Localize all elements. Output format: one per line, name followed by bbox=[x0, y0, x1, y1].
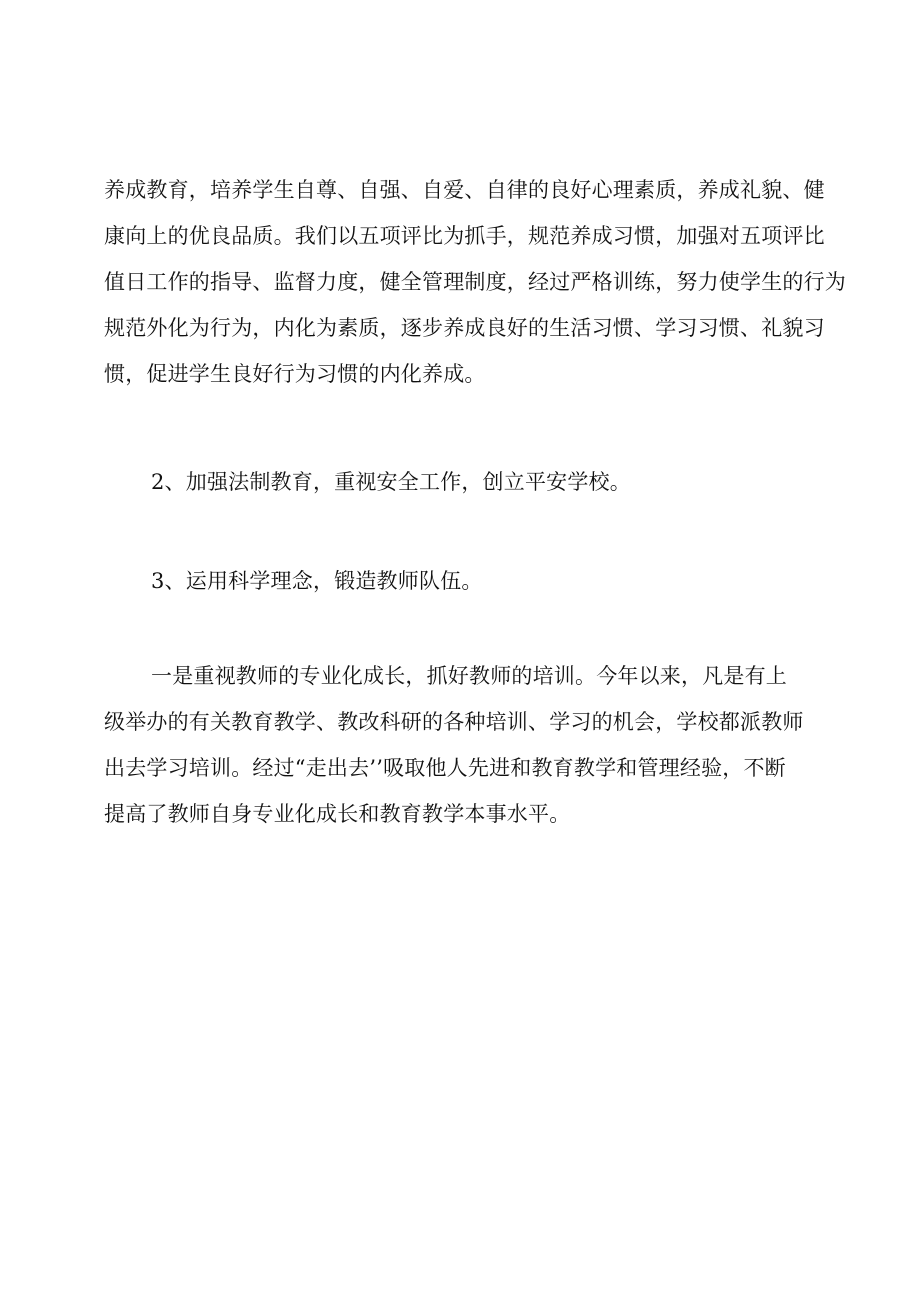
heading-3: 3、运用科学理念，锻造教师队伍。 bbox=[151, 569, 483, 593]
paragraph1-line-4: 规范外化为行为，内化为素质，逐步养成良好的生活习惯、学习习惯、礼貌习 bbox=[104, 316, 825, 340]
paragraph1-line-5: 惯，促进学生良好行为习惯的内化养成。 bbox=[104, 362, 486, 386]
paragraph4-line-2: 级举办的有关教育教学、教改科研的各种培训、学习的机会，学校都派教师 bbox=[104, 710, 804, 734]
paragraph1-line-3: 值日工作的指导、监督力度，健全管理制度，经过严格训练，努力使学生的行为 bbox=[104, 270, 846, 294]
heading-2: 2、加强法制教育，重视安全工作，创立平安学校。 bbox=[151, 470, 631, 494]
paragraph4-line-4: 提高了教师自身专业化成长和教育教学本事水平。 bbox=[104, 802, 571, 826]
paragraph1-line-1: 养成教育，培养学生自尊、自强、自爱、自律的良好心理素质，养成礼貌、健 bbox=[104, 178, 825, 202]
paragraph1-line-2: 康向上的优良品质。我们以五项评比为抓手，规范养成习惯，加强对五项评比 bbox=[104, 224, 825, 248]
paragraph4-line-1: 一是重视教师的专业化成长，抓好教师的培训。今年以来，凡是有上 bbox=[151, 664, 787, 688]
paragraph4-line-3: 出去学习培训。经过“走出去’’吸取他人先进和教育教学和管理经验，不断 bbox=[104, 756, 786, 780]
